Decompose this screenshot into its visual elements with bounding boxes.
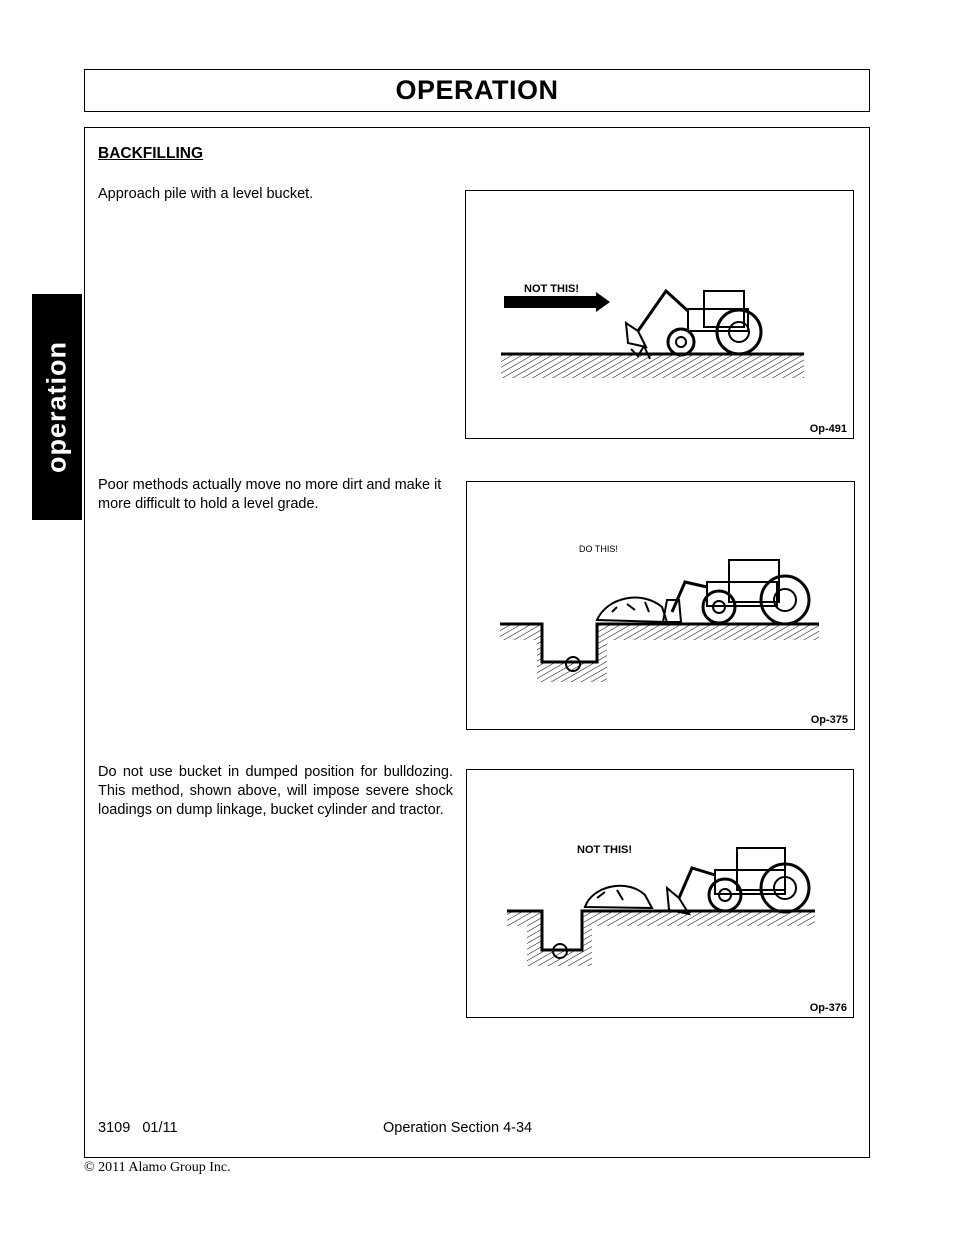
- page-header: [84, 69, 870, 112]
- side-tab-label: operation: [41, 340, 72, 474]
- figure-label: DO THIS!: [579, 544, 618, 554]
- figure-label: NOT THIS!: [524, 283, 579, 295]
- figure-op-491: [465, 190, 854, 439]
- figure-label: NOT THIS!: [577, 844, 632, 856]
- illustration-loader-dumped-not-this: [467, 770, 853, 1017]
- illustration-loader-not-this: [466, 191, 853, 438]
- figure-op-375: [466, 481, 855, 730]
- paragraph-approach: Approach pile with a level bucket.: [98, 186, 314, 202]
- document-number: 3109 01/11: [98, 1120, 178, 1136]
- figure-op-376: [466, 769, 854, 1018]
- figure-caption: Op-376: [809, 1002, 847, 1014]
- illustration-loader-do-this: [467, 482, 854, 729]
- section-page-number: Operation Section 4-34: [383, 1120, 533, 1136]
- figure-caption: Op-491: [809, 423, 847, 435]
- figure-caption: Op-375: [810, 714, 848, 726]
- section-heading: BACKFILLING: [98, 145, 204, 162]
- page-title: OPERATION: [395, 75, 559, 105]
- paragraph-poor-methods: Poor methods actually move no more dirt and make it more difficult to hold a level grade.: [98, 477, 442, 512]
- paragraph-warning: Do not use bucket in dumped position for bulldozing. This method, shown above, will impose severe shock loadings on dump linkage, bucket cylinder and tractor.: [98, 764, 453, 818]
- copyright-notice: © 2011 Alamo Group Inc.: [84, 1160, 231, 1175]
